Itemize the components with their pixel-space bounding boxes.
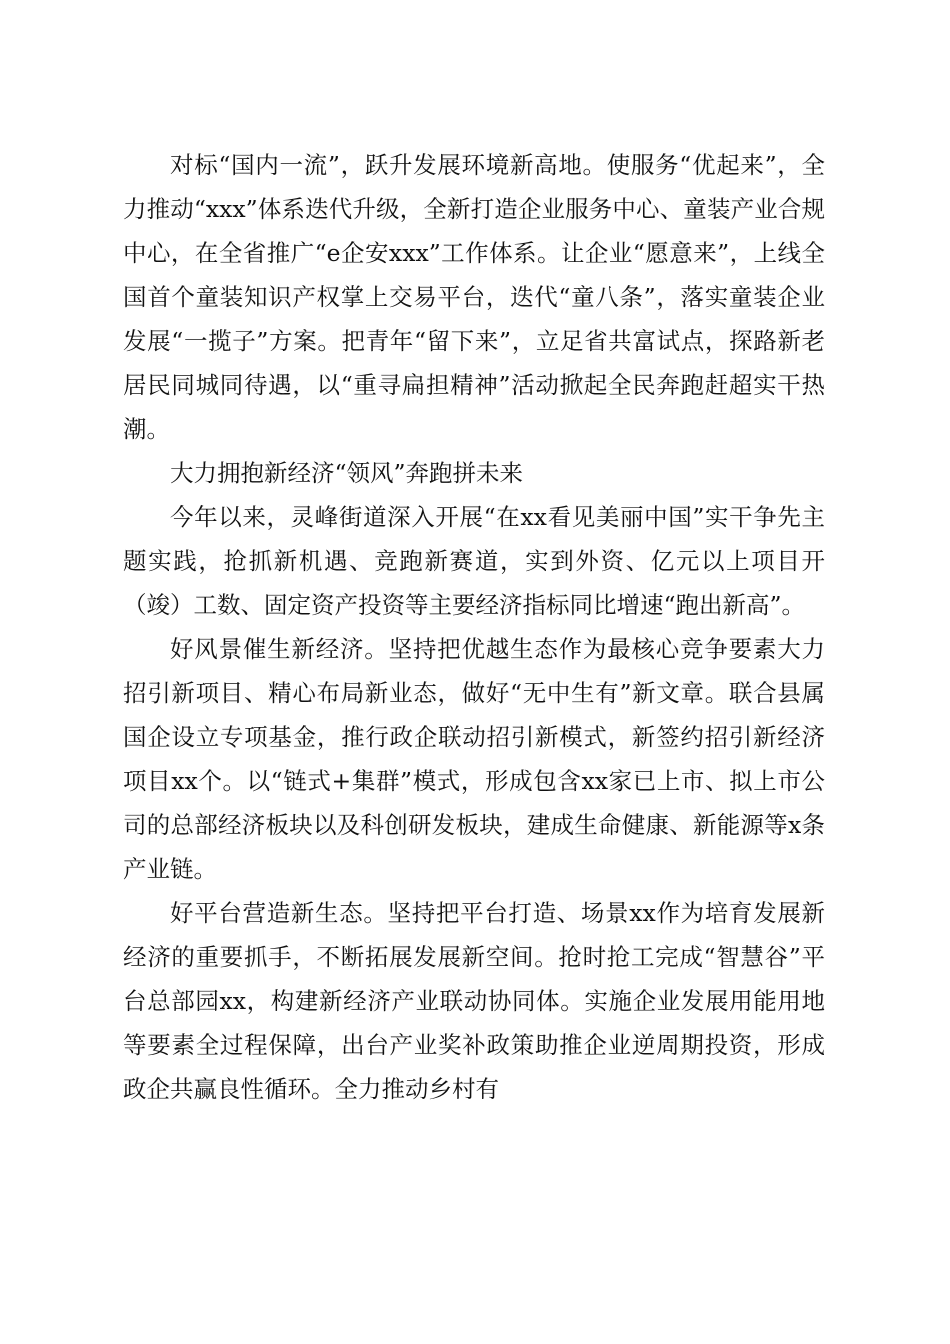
document-body bbox=[123, 143, 825, 1111]
paragraph-platform: 好平台营造新生态。坚持把平台打造、场景xx作为培育发展新经济的重要抓手，不断拓展发展新空间。抢时抢工完成“智慧谷”平台总部园xx，构建新经济产业联动协同体。实施企业发展用能用地等要素全过程保障，出台产业奖补政策助推企业逆周期投资，形成政企共赢良性循环。全力推动乡村有 bbox=[123, 899, 825, 1103]
paragraph-intro: 今年以来，灵峰街道深入开展“在xx看见美丽中国”实干争先主题实践，抢抓新机遇、竞跑新赛道，实到外资、亿元以上项目开（竣）工数、固定资产投资等主要经济指标同比增速“跑出新高”。 bbox=[123, 503, 825, 619]
section-heading: 大力拥抱新经济“领风”奔跑拼未来 bbox=[170, 459, 524, 487]
paragraph-scenery: 好风景催生新经济。坚持把优越生态作为最核心竞争要素大力招引新项目、精心布局新业态，做好“无中生有”新文章。联合县属国企设立专项基金，推行政企联动招引新模式，新签约招引新经济项目xx个。以“链式+集群”模式，形成包含xx家已上市、拟上市公司的总部经济板块以及科创研发板块，建成生命健康、新能源等x条产业链。 bbox=[123, 635, 825, 883]
paragraph-environment: 对标“国内一流”，跃升发展环境新高地。使服务“优起来”，全力推动“xxx”体系迭代升级，全新打造企业服务中心、童装产业合规中心，在全省推广“e企安xxx”工作体系。让企业“愿意来”，上线全国首个童装知识产权掌上交易平台，迭代“童八条”，落实童装企业发展“一揽子”方案。把青年“留下来”，立足省共富试点，探路新老居民同城同待遇，以“重寻扁担精神”活动掀起全民奔跑赶超实干热潮。 bbox=[123, 151, 825, 443]
